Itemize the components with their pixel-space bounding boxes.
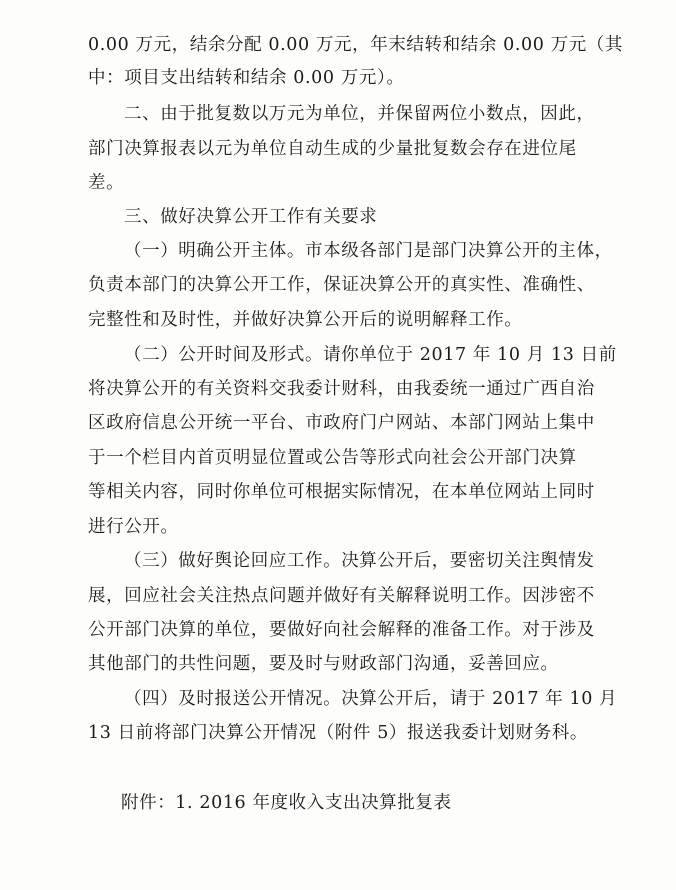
section-heading: 三、做好决算公开工作有关要求 xyxy=(124,207,378,227)
text-line: 中：项目支出结转和结余 0.00 万元）。 xyxy=(88,68,405,88)
text-line: 区政府信息公开统一平台、市政府门户网站、本部门网站上集中 xyxy=(88,413,595,433)
text-line: （三）做好舆论回应工作。决算公开后，要密切关注舆情发 xyxy=(124,551,595,571)
text-line: 13 日前将部门决算公开情况（附件 5）报送我委计划财务科。 xyxy=(88,723,589,743)
text-line: 部门决算报表以元为单位自动生成的少量批复数会存在进位尾 xyxy=(88,139,577,159)
attachment-line: 附件：1. 2016 年度收入支出决算批复表 xyxy=(121,793,452,813)
text-line: 展，回应社会关注热点问题并做好有关解释说明工作。因涉密不 xyxy=(88,586,595,606)
text-line: 完整性和及时性，并做好决算公开后的说明解释工作。 xyxy=(88,310,523,330)
text-line: 差。 xyxy=(88,173,125,193)
text-line: 于一个栏目内首页明显位置或公告等形式向社会公开部门决算 xyxy=(88,448,577,468)
text-line: 进行公开。 xyxy=(88,517,179,537)
text-line: 负责本部门的决算公开工作，保证决算公开的真实性、准确性、 xyxy=(88,275,595,295)
text-line: 等相关内容，同时你单位可根据实际情况，在本单位网站上同时 xyxy=(88,482,595,502)
text-line: 其他部门的共性问题，要及时与财政部门沟通，妥善回应。 xyxy=(88,654,559,674)
text-line: 公开部门决算的单位，要做好向社会解释的准备工作。对于涉及 xyxy=(88,620,595,640)
text-line: 0.00 万元，结余分配 0.00 万元，年末结转和结余 0.00 万元（其 xyxy=(88,35,624,55)
text-line: 将决算公开的有关资料交我委计财科，由我委统一通过广西自治 xyxy=(88,379,595,399)
text-line: 二、由于批复数以万元为单位，并保留两位小数点，因此， xyxy=(124,104,595,124)
text-line: （二）公开时间及形式。请你单位于 2017 年 10 月 13 日前 xyxy=(124,345,617,365)
text-line: （四）及时报送公开情况。决算公开后，请于 2017 年 10 月 xyxy=(124,689,618,709)
text-line: （一）明确公开主体。市本级各部门是部门决算公开的主体， xyxy=(124,241,613,261)
